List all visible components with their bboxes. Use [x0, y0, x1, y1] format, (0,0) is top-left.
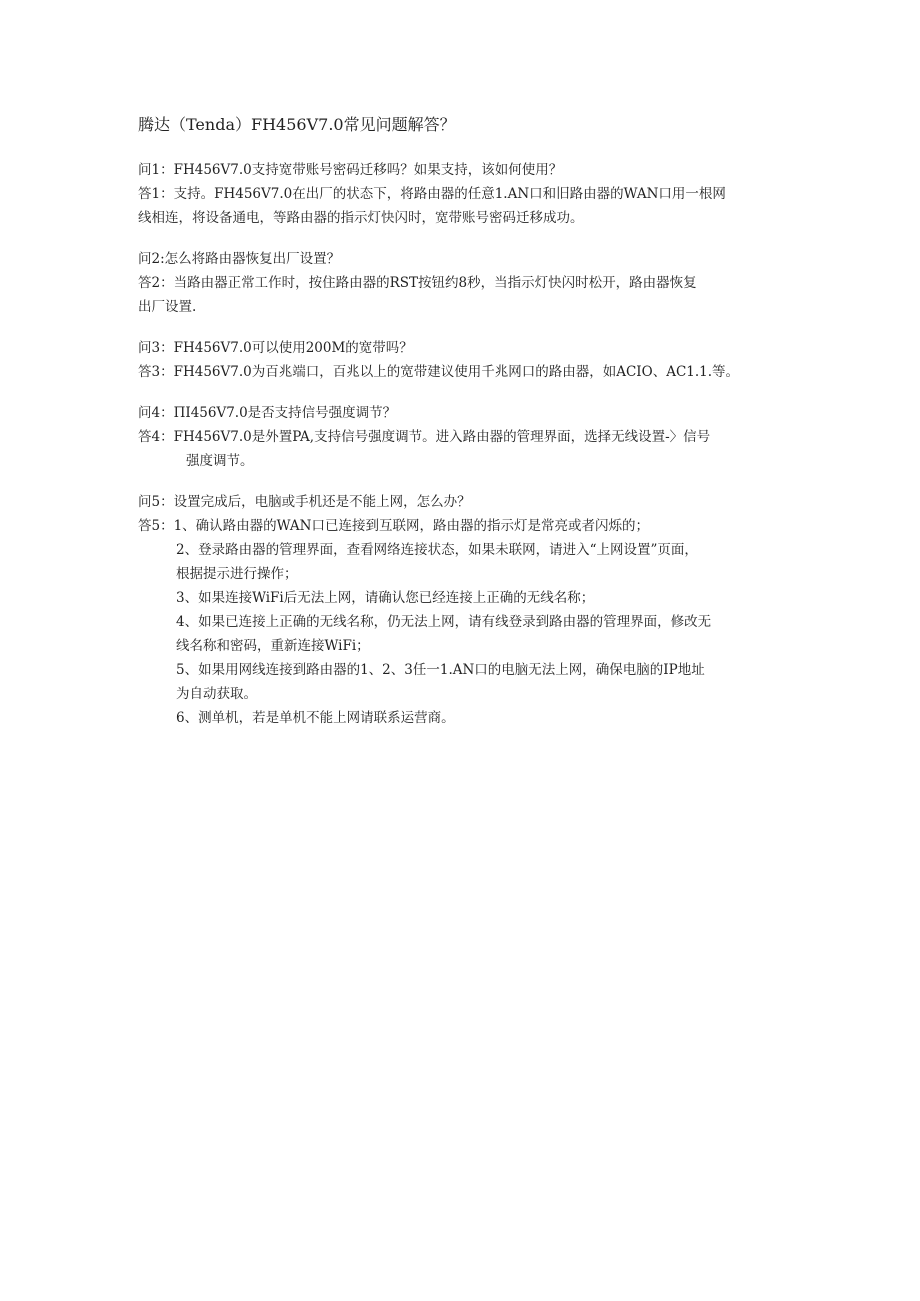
answer-5-line-9: 6、测单机，若是单机不能上网请联系运营商。: [176, 710, 455, 726]
answer-1-line-2: 线相连，将设备通电，等路由器的指示灯快闪时，宽带账号密码迁移成功。: [138, 210, 584, 226]
answer-5-line-3: 根据提示进行操作；: [176, 566, 298, 582]
question-4: 问4：ΠI456V7.0是否支持信号强度调节？: [138, 405, 397, 421]
question-5: 问5：设置完成后，电脑或手机还是不能上网，怎么办？: [138, 494, 471, 510]
answer-5-line-6: 线名称和密码，重新连接WiFi；: [176, 638, 370, 654]
answer-5-line-1: 答5：1、确认路由器的WAN口已连接到互联网，路由器的指示灯是常亮或者闪烁的；: [138, 518, 649, 534]
answer-5-line-5: 4、如果已连接上正确的无线名称，仍无法上网，请有线登录到路由器的管理界面，修改无: [176, 614, 712, 630]
qa-item-3: [138, 336, 798, 384]
question-3: 问3：FH456V7.0可以使用200M的宽带吗？: [138, 340, 413, 356]
qa-item-5: [138, 490, 798, 730]
answer-3-line-1: 答3：FH456V7.0为百兆端口，百兆以上的宽带建议使用千兆网口的路由器，如ACIO、AC1.1.等。: [138, 364, 740, 380]
qa-item-1: [138, 158, 798, 230]
qa-item-2: [138, 247, 798, 319]
answer-5-line-7: 5、如果用网线连接到路由器的1、2、3任一1.AN口的电脑无法上网，确保电脑的IP地址: [176, 662, 705, 678]
answer-2-line-2: 出厂设置.: [138, 299, 197, 315]
answer-1-line-1: 答1：支持。FH456V7.0在出厂的状态下，将路由器的任意1.AN口和旧路由器的WAN口用一根网: [138, 186, 726, 202]
document-page: [138, 112, 798, 747]
answer-2-line-1: 答2：当路由器正常工作时，按住路由器的RST按钮约8秒，当指示灯快闪时松开，路由器恢复: [138, 275, 697, 291]
answer-5-line-8: 为自动获取。: [176, 686, 257, 702]
question-2: 问2:怎么将路由器恢复出厂设置？: [138, 251, 341, 267]
question-1: 问1：FH456V7.0支持宽带账号密码迁移吗？如果支持，该如何使用？: [138, 162, 563, 178]
answer-5-line-4: 3、如果连接WiFi后无法上网，请确认您已经连接上正确的无线名称；: [176, 590, 595, 606]
answer-4-line-2: 强度调节。: [186, 453, 254, 469]
document-title: 腾达（Tenda）FH456V7.0常见问题解答？: [138, 115, 456, 134]
answer-5-line-2: 2、登录路由器的管理界面，查看网络连接状态，如果未联网，请进入“上网设置”页面，: [176, 542, 698, 558]
qa-item-4: [138, 401, 798, 473]
answer-4-line-1: 答4：FH456V7.0是外置PA,支持信号强度调节。进入路由器的管理界面，选择无线设置-〉信号: [138, 429, 711, 445]
